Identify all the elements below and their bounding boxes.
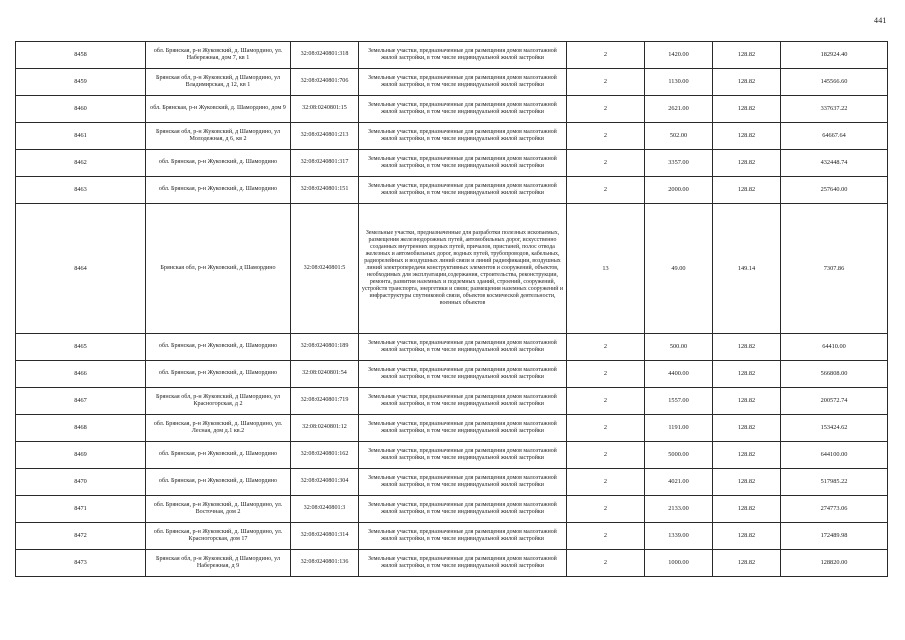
unit-value-cell: 149.14 — [713, 204, 781, 334]
land-use-cell: Земельные участки, предназначенные для размещения домов малоэтажной жилой застройки, в том числе индивидуальной жилой застройки — [359, 442, 567, 469]
address-cell: обл. Брянская, р-н Жуковский, д. Шамордино — [146, 150, 291, 177]
table-body — [16, 42, 888, 577]
table-row — [16, 42, 888, 69]
area-cell: 500.00 — [645, 334, 713, 361]
table-row — [16, 334, 888, 361]
cadastral-number-cell: 32:08:0240801:706 — [291, 69, 359, 96]
row-number-cell: 8458 — [16, 42, 146, 69]
group-cell: 2 — [567, 442, 645, 469]
row-number-cell: 8459 — [16, 69, 146, 96]
group-cell: 2 — [567, 388, 645, 415]
table-row — [16, 69, 888, 96]
row-number-cell: 8469 — [16, 442, 146, 469]
unit-value-cell: 128.82 — [713, 550, 781, 577]
cadastral-value-cell: 432448.74 — [781, 150, 888, 177]
address-cell: обл. Брянская, р-н Жуковский, д. Шамордино — [146, 469, 291, 496]
unit-value-cell: 128.82 — [713, 177, 781, 204]
cadastral-number-cell: 32:08:0240801:314 — [291, 523, 359, 550]
address-cell: Брянская обл, р-н Жуковский, д Шамордино, ул Владимирская, д 12, кв 1 — [146, 69, 291, 96]
row-number-cell: 8471 — [16, 496, 146, 523]
unit-value-cell: 128.82 — [713, 334, 781, 361]
cadastral-number-cell: 32:08:0240801:317 — [291, 150, 359, 177]
table-row — [16, 415, 888, 442]
cadastral-value-cell: 7307.86 — [781, 204, 888, 334]
area-cell: 1000.00 — [645, 550, 713, 577]
cadastral-value-cell: 566808.00 — [781, 361, 888, 388]
land-use-cell: Земельные участки, предназначенные для размещения домов малоэтажной жилой застройки, в том числе индивидуальной жилой застройки — [359, 42, 567, 69]
group-cell: 2 — [567, 415, 645, 442]
group-cell: 2 — [567, 523, 645, 550]
address-cell: обл. Брянская, р-н Жуковский, д. Шамордино — [146, 442, 291, 469]
group-cell: 2 — [567, 150, 645, 177]
area-cell: 1557.00 — [645, 388, 713, 415]
cadastral-number-cell: 32:08:0240801:12 — [291, 415, 359, 442]
cadastral-value-cell: 172489.98 — [781, 523, 888, 550]
land-use-cell: Земельные участки, предназначенные для размещения домов малоэтажной жилой застройки, в том числе индивидуальной жилой застройки — [359, 150, 567, 177]
address-cell: обл. Брянская, р-н Жуковский, д. Шамордино, ул. Лесная, дом д.1 кв.2 — [146, 415, 291, 442]
group-cell: 2 — [567, 177, 645, 204]
cadastral-value-cell: 64667.64 — [781, 123, 888, 150]
area-cell: 1339.00 — [645, 523, 713, 550]
address-cell: Брянская обл, р-н Жуковский, д Шамордино, ул Красногорская, д 2 — [146, 388, 291, 415]
area-cell: 502.00 — [645, 123, 713, 150]
group-cell: 2 — [567, 69, 645, 96]
row-number-cell: 8472 — [16, 523, 146, 550]
row-number-cell: 8466 — [16, 361, 146, 388]
cadastral-number-cell: 32:08:0240801:151 — [291, 177, 359, 204]
table-row — [16, 204, 888, 334]
table-row — [16, 388, 888, 415]
land-use-cell: Земельные участки, предназначенные для размещения домов малоэтажной жилой застройки, в том числе индивидуальной жилой застройки — [359, 361, 567, 388]
area-cell: 2621.00 — [645, 96, 713, 123]
land-use-cell: Земельные участки, предназначенные для размещения домов малоэтажной жилой застройки, в том числе индивидуальной жилой застройки — [359, 334, 567, 361]
row-number-cell: 8470 — [16, 469, 146, 496]
land-use-cell: Земельные участки, предназначенные для размещения домов малоэтажной жилой застройки, в том числе индивидуальной жилой застройки — [359, 415, 567, 442]
cadastral-value-cell: 274773.06 — [781, 496, 888, 523]
row-number-cell: 8460 — [16, 96, 146, 123]
table-row — [16, 177, 888, 204]
land-use-cell: Земельные участки, предназначенные для размещения домов малоэтажной жилой застройки, в том числе индивидуальной жилой застройки — [359, 123, 567, 150]
cadastral-value-cell: 153424.62 — [781, 415, 888, 442]
area-cell: 4021.00 — [645, 469, 713, 496]
cadastral-number-cell: 32:08:0240801:15 — [291, 96, 359, 123]
group-cell: 2 — [567, 42, 645, 69]
cadastral-number-cell: 32:08:0240801:54 — [291, 361, 359, 388]
area-cell: 49.00 — [645, 204, 713, 334]
row-number-cell: 8464 — [16, 204, 146, 334]
unit-value-cell: 128.82 — [713, 42, 781, 69]
area-cell: 3357.00 — [645, 150, 713, 177]
row-number-cell: 8461 — [16, 123, 146, 150]
cadastral-value-cell: 128820.00 — [781, 550, 888, 577]
address-cell: обл. Брянская, р-н Жуковский, д. Шамордино, дом 9 — [146, 96, 291, 123]
cadastral-value-cell: 200572.74 — [781, 388, 888, 415]
group-cell: 2 — [567, 361, 645, 388]
cadastral-value-table — [15, 41, 888, 577]
land-use-cell: Земельные участки, предназначенные для размещения домов малоэтажной жилой застройки, в том числе индивидуальной жилой застройки — [359, 496, 567, 523]
unit-value-cell: 128.82 — [713, 388, 781, 415]
row-number-cell: 8463 — [16, 177, 146, 204]
cadastral-value-cell: 337637.22 — [781, 96, 888, 123]
cadastral-value-cell: 182924.40 — [781, 42, 888, 69]
address-cell: обл. Брянская, р-н Жуковский, д. Шамордино, ул. Набережная, дом 7, кв 1 — [146, 42, 291, 69]
unit-value-cell: 128.82 — [713, 361, 781, 388]
address-cell: обл. Брянская, р-н Жуковский, д. Шамордино — [146, 361, 291, 388]
unit-value-cell: 128.82 — [713, 496, 781, 523]
cadastral-value-cell: 517985.22 — [781, 469, 888, 496]
unit-value-cell: 128.82 — [713, 150, 781, 177]
row-number-cell: 8462 — [16, 150, 146, 177]
page-number: 441 — [874, 16, 887, 25]
land-use-cell: Земельные участки, предназначенные для размещения домов малоэтажной жилой застройки, в том числе индивидуальной жилой застройки — [359, 96, 567, 123]
unit-value-cell: 128.82 — [713, 123, 781, 150]
land-use-cell: Земельные участки, предназначенные для размещения домов малоэтажной жилой застройки, в том числе индивидуальной жилой застройки — [359, 523, 567, 550]
address-cell: обл. Брянская, р-н Жуковский, д. Шамордино, ул. Красногорская, дом 17 — [146, 523, 291, 550]
address-cell: Брянская обл, р-н Жуковский, д Шамордино, ул Набережная, д 9 — [146, 550, 291, 577]
address-cell: Брянская обл, р-н Жуковский, д Шамордино, ул Молодежная, д 6, кв 2 — [146, 123, 291, 150]
cadastral-number-cell: 32:08:0240801:136 — [291, 550, 359, 577]
cadastral-value-cell: 644100.00 — [781, 442, 888, 469]
table-row — [16, 96, 888, 123]
cadastral-number-cell: 32:08:0240801:213 — [291, 123, 359, 150]
table-row — [16, 496, 888, 523]
land-use-cell: Земельные участки, предназначенные для размещения домов малоэтажной жилой застройки, в том числе индивидуальной жилой застройки — [359, 69, 567, 96]
table-row — [16, 361, 888, 388]
row-number-cell: 8465 — [16, 334, 146, 361]
group-cell: 2 — [567, 550, 645, 577]
land-use-cell: Земельные участки, предназначенные для размещения домов малоэтажной жилой застройки, в том числе индивидуальной жилой застройки — [359, 177, 567, 204]
unit-value-cell: 128.82 — [713, 469, 781, 496]
cadastral-number-cell: 32:08:0240801:318 — [291, 42, 359, 69]
unit-value-cell: 128.82 — [713, 96, 781, 123]
row-number-cell: 8468 — [16, 415, 146, 442]
cadastral-number-cell: 32:08:0240801:162 — [291, 442, 359, 469]
area-cell: 2133.00 — [645, 496, 713, 523]
cadastral-number-cell: 32:08:0240801:719 — [291, 388, 359, 415]
address-cell: Брянская обл, р-н Жуковский, д Шамордино — [146, 204, 291, 334]
address-cell: обл. Брянская, р-н Жуковский, д. Шамордино — [146, 334, 291, 361]
group-cell: 2 — [567, 496, 645, 523]
row-number-cell: 8473 — [16, 550, 146, 577]
area-cell: 2000.00 — [645, 177, 713, 204]
land-use-cell: Земельные участки, предназначенные для размещения домов малоэтажной жилой застройки, в том числе индивидуальной жилой застройки — [359, 550, 567, 577]
table-row — [16, 442, 888, 469]
table-row — [16, 523, 888, 550]
table-row — [16, 550, 888, 577]
group-cell: 2 — [567, 334, 645, 361]
unit-value-cell: 128.82 — [713, 523, 781, 550]
table-row — [16, 469, 888, 496]
area-cell: 1191.00 — [645, 415, 713, 442]
group-cell: 2 — [567, 123, 645, 150]
land-use-cell: Земельные участки, предназначенные для размещения домов малоэтажной жилой застройки, в том числе индивидуальной жилой застройки — [359, 388, 567, 415]
cadastral-value-cell: 64410.00 — [781, 334, 888, 361]
row-number-cell: 8467 — [16, 388, 146, 415]
cadastral-number-cell: 32:08:0240801:189 — [291, 334, 359, 361]
group-cell: 2 — [567, 469, 645, 496]
land-use-cell: Земельные участки, предназначенные для разработки полезных ископаемых, размещения железнодорожных путей, автомобильных дорог, искусственно созданных внутренних водных путей, причалов, пристаней, полос отвода железных и автомобильных дорог, водных путей, трубопроводов, кабельных, радиорелейных и воздушных линий связи и линий радиофикации, воздушных линий электропередачи конструктивных элементов и сооружений, объектов, необходимых для эксплуатации,содержания, строительства, реконструкции, ремонта, развития наземных и подземных зданий, строений, сооружений, устройств транспорта, энергетики и связи; размещения наземных сооружений и инфраструктуры спутниковой связи, объектов космической деятельности, военных объектов — [359, 204, 567, 334]
cadastral-value-cell: 257640.00 — [781, 177, 888, 204]
area-cell: 4400.00 — [645, 361, 713, 388]
cadastral-number-cell: 32:08:0240801:3 — [291, 496, 359, 523]
unit-value-cell: 128.82 — [713, 69, 781, 96]
address-cell: обл. Брянская, р-н Жуковский, д. Шамордино — [146, 177, 291, 204]
cadastral-number-cell: 32:08:0240801:5 — [291, 204, 359, 334]
group-cell: 13 — [567, 204, 645, 334]
unit-value-cell: 128.82 — [713, 415, 781, 442]
area-cell: 5000.00 — [645, 442, 713, 469]
cadastral-value-cell: 145566.60 — [781, 69, 888, 96]
area-cell: 1130.00 — [645, 69, 713, 96]
address-cell: обл. Брянская, р-н Жуковский, д. Шамордино, ул. Восточная, дом 2 — [146, 496, 291, 523]
group-cell: 2 — [567, 96, 645, 123]
unit-value-cell: 128.82 — [713, 442, 781, 469]
land-use-cell: Земельные участки, предназначенные для размещения домов малоэтажной жилой застройки, в том числе индивидуальной жилой застройки — [359, 469, 567, 496]
table-row — [16, 150, 888, 177]
area-cell: 1420.00 — [645, 42, 713, 69]
table-row — [16, 123, 888, 150]
cadastral-number-cell: 32:08:0240801:304 — [291, 469, 359, 496]
